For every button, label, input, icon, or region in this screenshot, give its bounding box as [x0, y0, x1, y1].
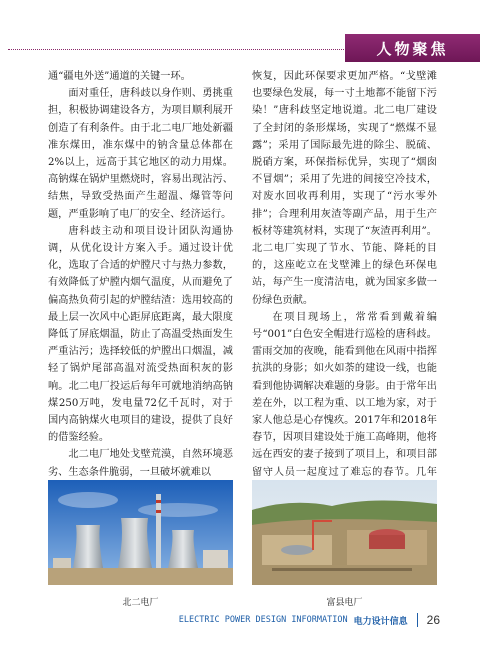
page-footer: [179, 613, 440, 627]
paragraph: 通“疆电外送”通道的关键一环。: [48, 71, 191, 82]
paragraph: 恢复，因此环保要求更加严格。“戈壁滩也要绿色发展，每一寸土地都不能留下污染！”唐科歧坚定地说道。北二电厂建设了全封闭的条形煤场，实现了“燃煤不显露”；采用了国际最先进的除尘、脱硫、脱硝方案，环保指标优异，实现了“烟囱不冒烟”；采用了先进的间接空冷技术，对废水回收再利用，实现了“污水零外排”；合理利用灰渣等副产品，用于生产板材等建筑材料，实现了“灰渣再利用”。北二电厂实现了节水、节能、降耗的目的，这座屹立在戈壁滩上的绿色环保电站，每产生一度清洁电，就为国家多做一份绿色贡献。: [252, 71, 437, 306]
magazine-title-en: ELECTRIC POWER DESIGN INFORMATION: [178, 615, 348, 625]
footer-divider: [417, 613, 418, 627]
paragraph: 唐科歧主动和项目设计团队沟通协调，从优化设计方案入手。通过设计优化，选取了合适的炉膛尺寸与热力参数，有效降低了炉膛内烟气温度，从而避免了偏高热负荷引起的炉膛结渣：选用较高的最上层一次风中心距屏底距离，最大限度降低了屏底烟温，防止了高温受热面发生严重沾污；选择较低的炉膛出口烟温，减轻了锅炉尾部高温对流受热面积灰的影响。北二电厂投运后每年可就地消纳高钠煤250万吨，发电量72亿千瓦时，对于国内高钠煤火电项目的建设，提供了良好的借鉴经验。: [48, 225, 233, 444]
power-plant-image: [48, 480, 233, 585]
paragraph: 面对重任，唐科歧以身作则、勇挑重担，积极协调建设各方，为项目顺利展开创造了有利条件。由于北二电厂地处新疆准东煤田，准东煤中的钠含量总体都在2%以上，远高于其它地区的动力用煤。高钠煤在锅炉里燃烧时，容易出现沾污、结焦，导致受热面产生超温、爆管等问题，严重影响了电厂的安全、经济运行。: [48, 88, 233, 220]
section-title: 人物聚焦: [376, 39, 449, 58]
photo-caption-right: 富县电厂: [326, 598, 363, 608]
paragraph: 在项目现场上，常常看到戴着编号“001”白色安全帽进行巡检的唐科歧。雷雨交加的夜晚，能看到他在风雨中指挥抗洪的身影；如火如荼的建设一线，也能看到他协调解决难题的身影。由于常年出差在外，以工程为重、以工地为家，对于家人他总是心存愧疚。2017年和2018年春节，因项目建设处于施工高峰期，他将远在西安的妻子接到了项目上，和项目部留守人员一起度过了难忘的春节。几年: [252, 311, 437, 478]
photo-fuxian-plant: [252, 480, 437, 585]
article-column-right: [252, 68, 437, 498]
article-column-left: [48, 68, 233, 481]
page-number: 26: [426, 613, 440, 627]
section-tab: [345, 34, 480, 62]
construction-site-image: [252, 480, 437, 585]
header-rule: [8, 49, 348, 50]
photo-north-plant: [48, 480, 233, 585]
magazine-title-cn: 电力设计信息: [353, 616, 408, 627]
photo-caption-left: 北二电厂: [122, 598, 159, 608]
paragraph: 北二电厂地处戈壁荒漠，自然环境恶劣、生态条件脆弱，一旦破坏就难以: [48, 449, 233, 478]
